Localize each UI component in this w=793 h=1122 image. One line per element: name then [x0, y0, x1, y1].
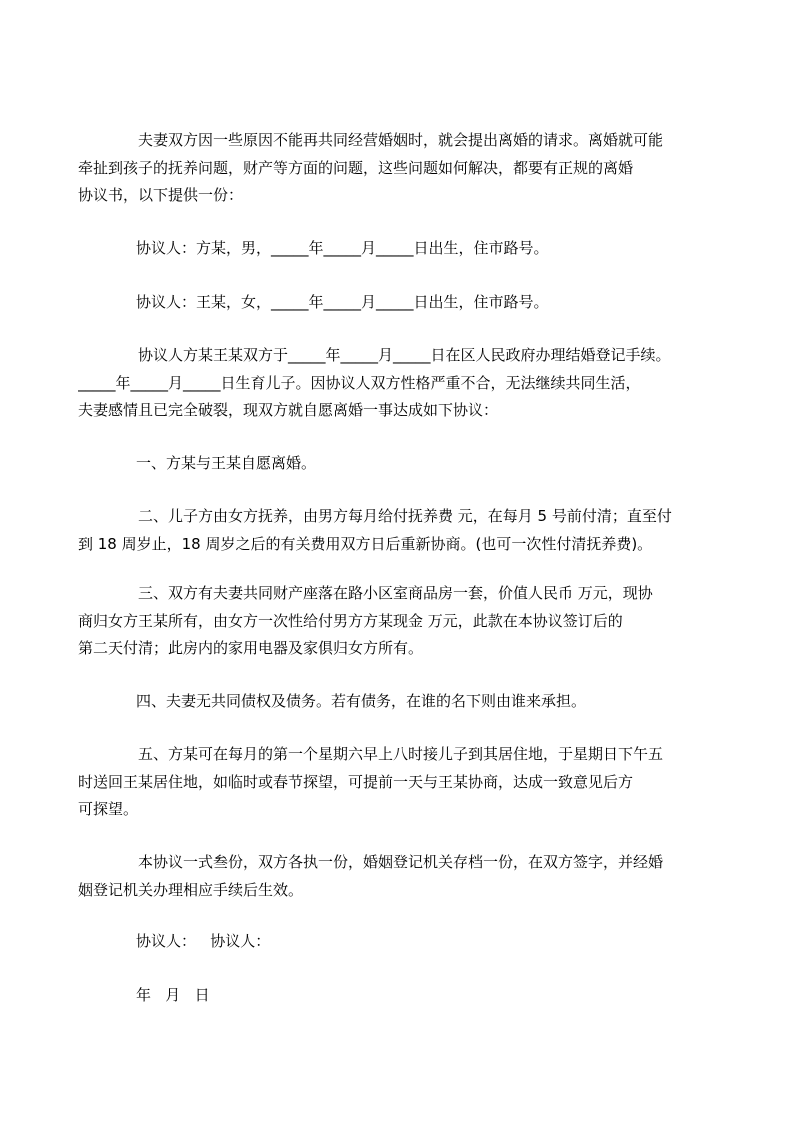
marriage-paragraph: [78, 342, 700, 425]
party-2-paragraph: [78, 289, 700, 317]
clause-3-line-2: 商归女方王某所有，由女方一次性给付男方方某现金 万元，此款在本协议签订后的: [78, 611, 623, 630]
clause-2-line-2: 到 18 周岁止，18 周岁之后的有关费用双方日后重新协商。(也可一次性付清抚养费)。: [78, 534, 653, 553]
party-2-line: 协议人：王某，女，_____年_____月_____日出生，住市路号。: [136, 293, 549, 311]
signatures-line: 协议人： 协议人：: [136, 932, 271, 950]
effect-paragraph: [78, 849, 700, 904]
intro-line-3: 协议书，以下提供一份：: [78, 186, 244, 204]
date-line: 年 月 日: [136, 986, 210, 1004]
marriage-line-2: _____年_____月_____日生育儿子。因协议人双方性格严重不合，无法继续共同生活，: [78, 373, 641, 392]
signatures-paragraph: [78, 928, 700, 956]
intro-line-2: 牵扯到孩子的抚养问题，财产等方面的问题，这些问题如何解决，都要有正规的离婚: [78, 158, 634, 177]
clause-5-line-3: 可探望。: [78, 800, 139, 818]
clause-2-paragraph: [78, 503, 700, 558]
intro-paragraph: [78, 127, 700, 210]
clause-1-line: 一、方某与王某自愿离婚。: [136, 454, 317, 472]
marriage-line-3: 夫妻感情且已完全破裂，现双方就自愿离婚一事达成如下协议：: [78, 401, 499, 419]
clause-5-paragraph: [78, 741, 700, 824]
clause-1-paragraph: [78, 450, 700, 478]
effect-line-2: 姻登记机关办理相应手续后生效。: [78, 880, 304, 899]
intro-line-1: 夫妻双方因一些原因不能再共同经营婚姻时，就会提出离婚的请求。离婚就可能: [138, 131, 664, 149]
clause-3-paragraph: [78, 580, 700, 663]
party-1-line: 协议人：方某，男，_____年_____月_____日出生，住市路号。: [136, 239, 549, 257]
clause-4-line: 四、夫妻无共同债权及债务。若有债务，在谁的名下则由谁来承担。: [136, 692, 587, 710]
clause-5-line-1: 五、方某可在每月的第一个星期六早上八时接儿子到其居住地，于星期日下午五: [138, 745, 664, 763]
clause-5-line-2: 时送回王某居住地，如临时或春节探望，可提前一天与王某协商，达成一致意见后方: [78, 772, 634, 791]
party-1-paragraph: [78, 235, 700, 263]
clause-3-line-3: 第二天付清；此房内的家用电器及家俱归女方所有。: [78, 639, 424, 657]
clause-2-line-1: 二、儿子方由女方抚养，由男方每月给付抚养费 元，在每月 5 号前付清；直至付: [138, 507, 672, 525]
effect-line-1: 本协议一式叁份，双方各执一份，婚姻登记机关存档一份，在双方签字，并经婚: [138, 853, 664, 871]
clause-4-paragraph: [78, 688, 700, 716]
date-paragraph: [78, 982, 700, 1010]
marriage-line-1: 协议人方某王某双方于_____年_____月_____日在区人民政府办理结婚登记手续。: [138, 346, 671, 364]
clause-3-line-1: 三、双方有夫妻共同财产座落在路小区室商品房一套，价值人民币 万元，现协: [138, 584, 653, 602]
